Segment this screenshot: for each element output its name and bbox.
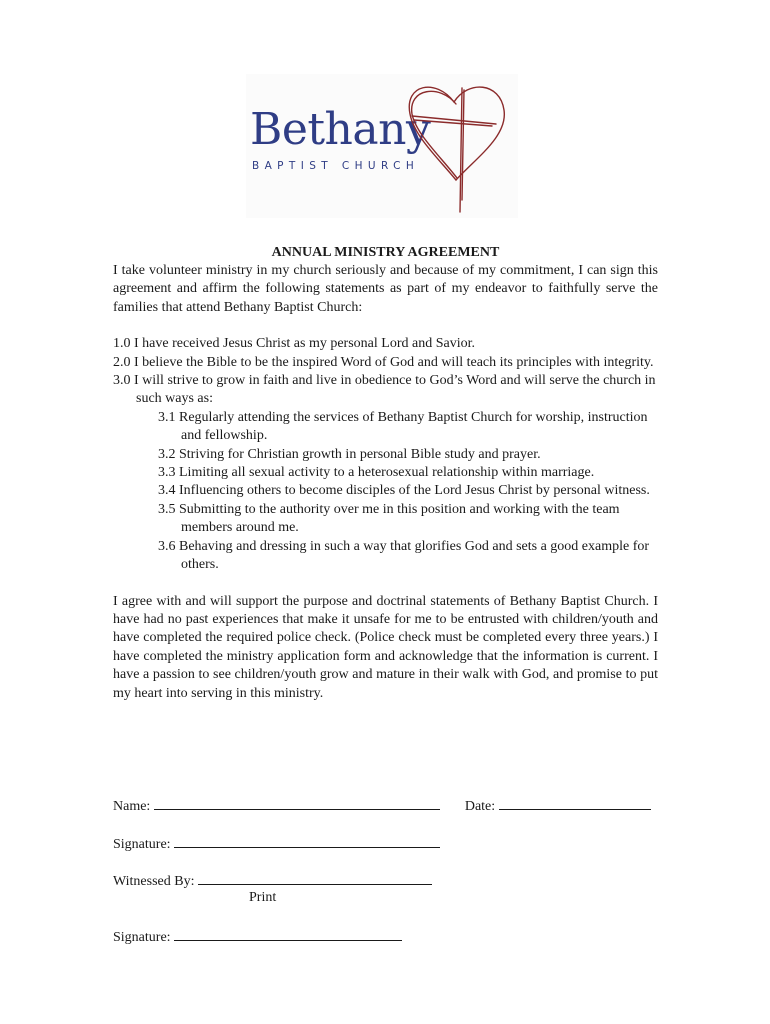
signature-field[interactable]: [174, 835, 440, 848]
name-row: [113, 797, 673, 815]
sub-list-item: [158, 409, 658, 446]
item-text: Behaving and dressing in such a way that glorifies God and sets a good example for others.: [179, 538, 650, 573]
item-text: I will strive to grow in faith and live in obedience to God’s Word and will serve the church in such ways as:: [134, 373, 656, 407]
item-number: 1.0: [113, 336, 131, 352]
name-field[interactable]: [154, 797, 440, 810]
item-number: 3.1: [158, 409, 176, 425]
list-item: [113, 372, 658, 409]
date-field[interactable]: [499, 797, 651, 810]
item-number: 3.5: [158, 501, 176, 517]
signature2-label: Signature:: [113, 930, 171, 945]
item-text: Regularly attending the services of Bethany Baptist Church for worship, instruction and fellowship.: [179, 409, 648, 444]
church-logo: [246, 74, 518, 218]
logo-subtitle: BAPTIST CHURCH: [252, 160, 420, 172]
print-caption: Print: [249, 890, 277, 905]
date-label: Date:: [464, 799, 496, 814]
witness-signature-row: [113, 928, 673, 946]
witness-signature-field[interactable]: [174, 928, 402, 941]
item-text: Striving for Christian growth in personal Bible study and prayer.: [179, 446, 541, 462]
name-label: Name:: [113, 799, 151, 814]
closing-paragraph: I agree with and will support the purpose and doctrinal statements of Bethany Baptist Church. I have had no past experiences that make it unsafe for me to be entrusted with children/youth and have completed the required police check. (Police check must be completed every three years.) I have completed the ministry application form and acknowledge that the information is current. I have a passion to see children/youth grow and mature in their walk with God, and promise to put my heart into serving in this ministry.: [113, 593, 658, 701]
item-number: 3.6: [158, 538, 176, 554]
intro-paragraph: I take volunteer ministry in my church seriously and because of my commitment, I can sign this agreement and affirm the following statements as part of my endeavor to faithfully serve the families that attend Bethany Baptist Church:: [113, 263, 658, 315]
item-text: I have received Jesus Christ as my personal Lord and Savior.: [134, 336, 475, 352]
signature-label: Signature:: [113, 837, 171, 852]
logo-name: Bethany: [250, 104, 431, 155]
item-number: 3.4: [158, 483, 176, 499]
document-title: ANNUAL MINISTRY AGREEMENT: [271, 245, 500, 260]
item-text: Submitting to the authority over me in this position and working with the team members around me.: [179, 501, 620, 536]
item-text: Influencing others to become disciples of the Lord Jesus Christ by personal witness.: [179, 483, 650, 499]
signature-row: [113, 835, 673, 853]
sub-list-item: [158, 501, 658, 538]
item-number: 2.0: [113, 354, 131, 370]
item-text: I believe the Bible to be the inspired Word of God and will teach its principles with integrity.: [134, 354, 654, 370]
item-number: 3.0: [113, 373, 131, 389]
witness-field[interactable]: [198, 872, 432, 885]
heart-cross-icon: [396, 80, 516, 214]
sub-list-item: [158, 482, 658, 500]
sub-list-item: [158, 446, 658, 464]
item-number: 3.2: [158, 446, 176, 462]
list-item: [113, 335, 658, 353]
witnessed-label: Witnessed By:: [113, 874, 195, 889]
witness-row: [113, 872, 673, 890]
list-item: [113, 354, 658, 372]
sub-list-item: [158, 464, 658, 482]
item-number: 3.3: [158, 465, 176, 481]
agreement-document: [113, 244, 658, 703]
sub-list-item: [158, 538, 658, 575]
item-text: Limiting all sexual activity to a heterosexual relationship within marriage.: [179, 465, 595, 481]
